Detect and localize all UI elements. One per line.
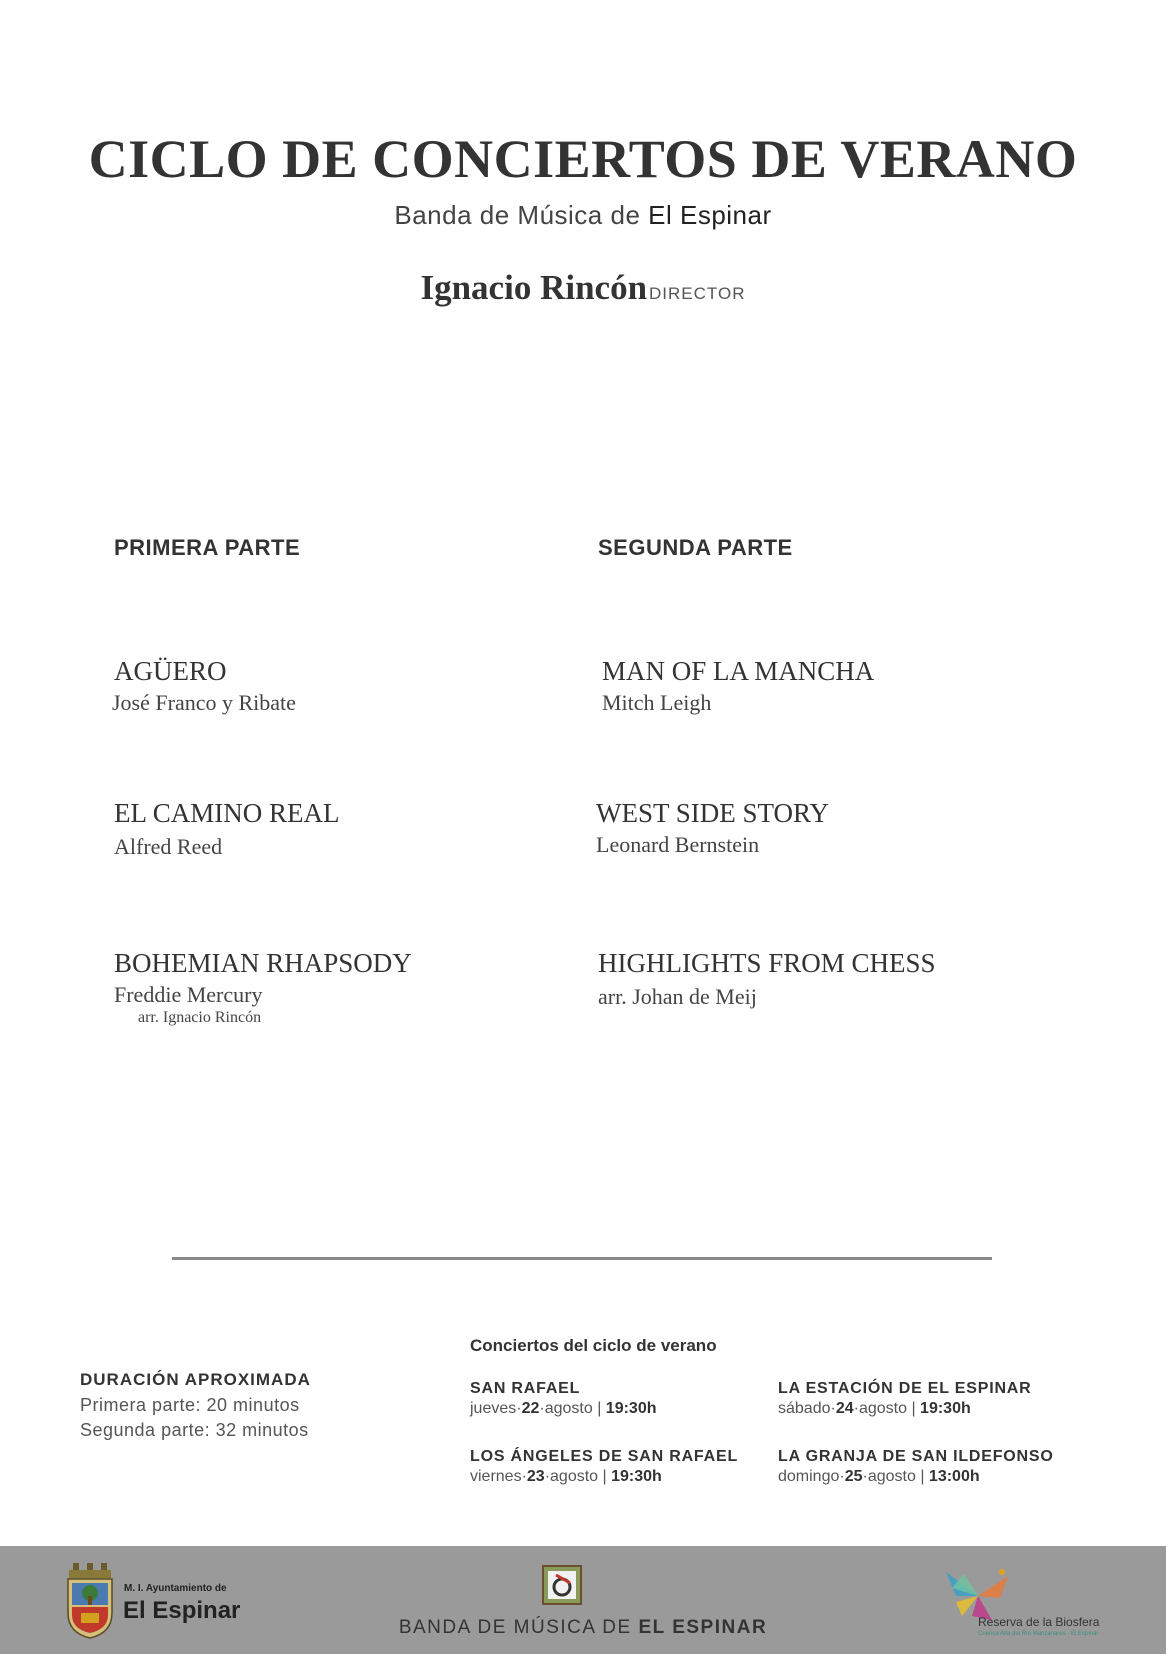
concerts-title: Conciertos del ciclo de verano <box>470 1336 717 1355</box>
subtitle-emph: El Espinar <box>648 200 772 230</box>
concert-date: sábado·24·agosto | 19:30h <box>778 1400 971 1417</box>
second-part-heading: SEGUNDA PARTE <box>598 535 793 560</box>
band-logo-icon <box>542 1565 582 1605</box>
concert-date: viernes·23·agosto | 19:30h <box>470 1468 662 1485</box>
piece-author: Alfred Reed <box>114 834 223 859</box>
page-title: CICLO DE CONCIERTOS DE VERANO <box>88 129 1078 189</box>
piece-title: WEST SIDE STORY <box>596 798 830 828</box>
duration-first: Primera parte: 20 minutos <box>80 1395 300 1415</box>
director-line <box>0 268 1166 308</box>
piece-title: MAN OF LA MANCHA <box>602 656 875 686</box>
piece-title: AGÜERO <box>114 656 227 686</box>
piece-author: José Franco y Ribate <box>112 690 296 715</box>
biosphere-label: Reserva de la Biosfera <box>978 1615 1100 1629</box>
biosphere-sublabel: Cuenca Alta del Río Manzanares · El Espinar <box>978 1631 1099 1637</box>
ayuntamiento-name: El Espinar <box>123 1597 241 1624</box>
section-divider <box>172 1257 992 1260</box>
concert-venue: SAN RAFAEL <box>470 1380 581 1397</box>
band-name: BANDA DE MÚSICA DE EL ESPINAR <box>398 1617 768 1638</box>
ayuntamiento-small-label: M. I. Ayuntamiento de <box>124 1583 227 1594</box>
piece-author: Leonard Bernstein <box>596 832 760 857</box>
piece-author: arr. Johan de Meij <box>598 984 757 1009</box>
piece-author: Freddie Mercury <box>114 982 263 1007</box>
subtitle-prefix: Banda de Música de <box>394 200 649 230</box>
piece-title: HIGHLIGHTS FROM CHESS <box>598 948 936 978</box>
piece-author: Mitch Leigh <box>602 690 712 715</box>
concert-date: domingo·25·agosto | 13:00h <box>778 1468 980 1485</box>
concert-venue: LA GRANJA DE SAN ILDEFONSO <box>778 1448 1054 1465</box>
first-part-heading: PRIMERA PARTE <box>114 535 301 560</box>
concert-venue: LA ESTACIÓN DE EL ESPINAR <box>778 1380 1032 1397</box>
piece-arranger: arr. Ignacio Rincón <box>138 1009 262 1026</box>
director-name: Ignacio Rincón <box>420 268 648 307</box>
concert-date: jueves·22·agosto | 19:30h <box>470 1400 657 1417</box>
director-role: DIRECTOR <box>649 284 746 303</box>
subtitle <box>0 200 1166 231</box>
duration-second: Segunda parte: 32 minutos <box>80 1420 309 1440</box>
piece-title: BOHEMIAN RHAPSODY <box>114 948 412 978</box>
piece-title: EL CAMINO REAL <box>114 798 340 828</box>
concert-venue: LOS ÁNGELES DE SAN RAFAEL <box>470 1448 739 1465</box>
duration-title: DURACIÓN APROXIMADA <box>80 1370 311 1389</box>
